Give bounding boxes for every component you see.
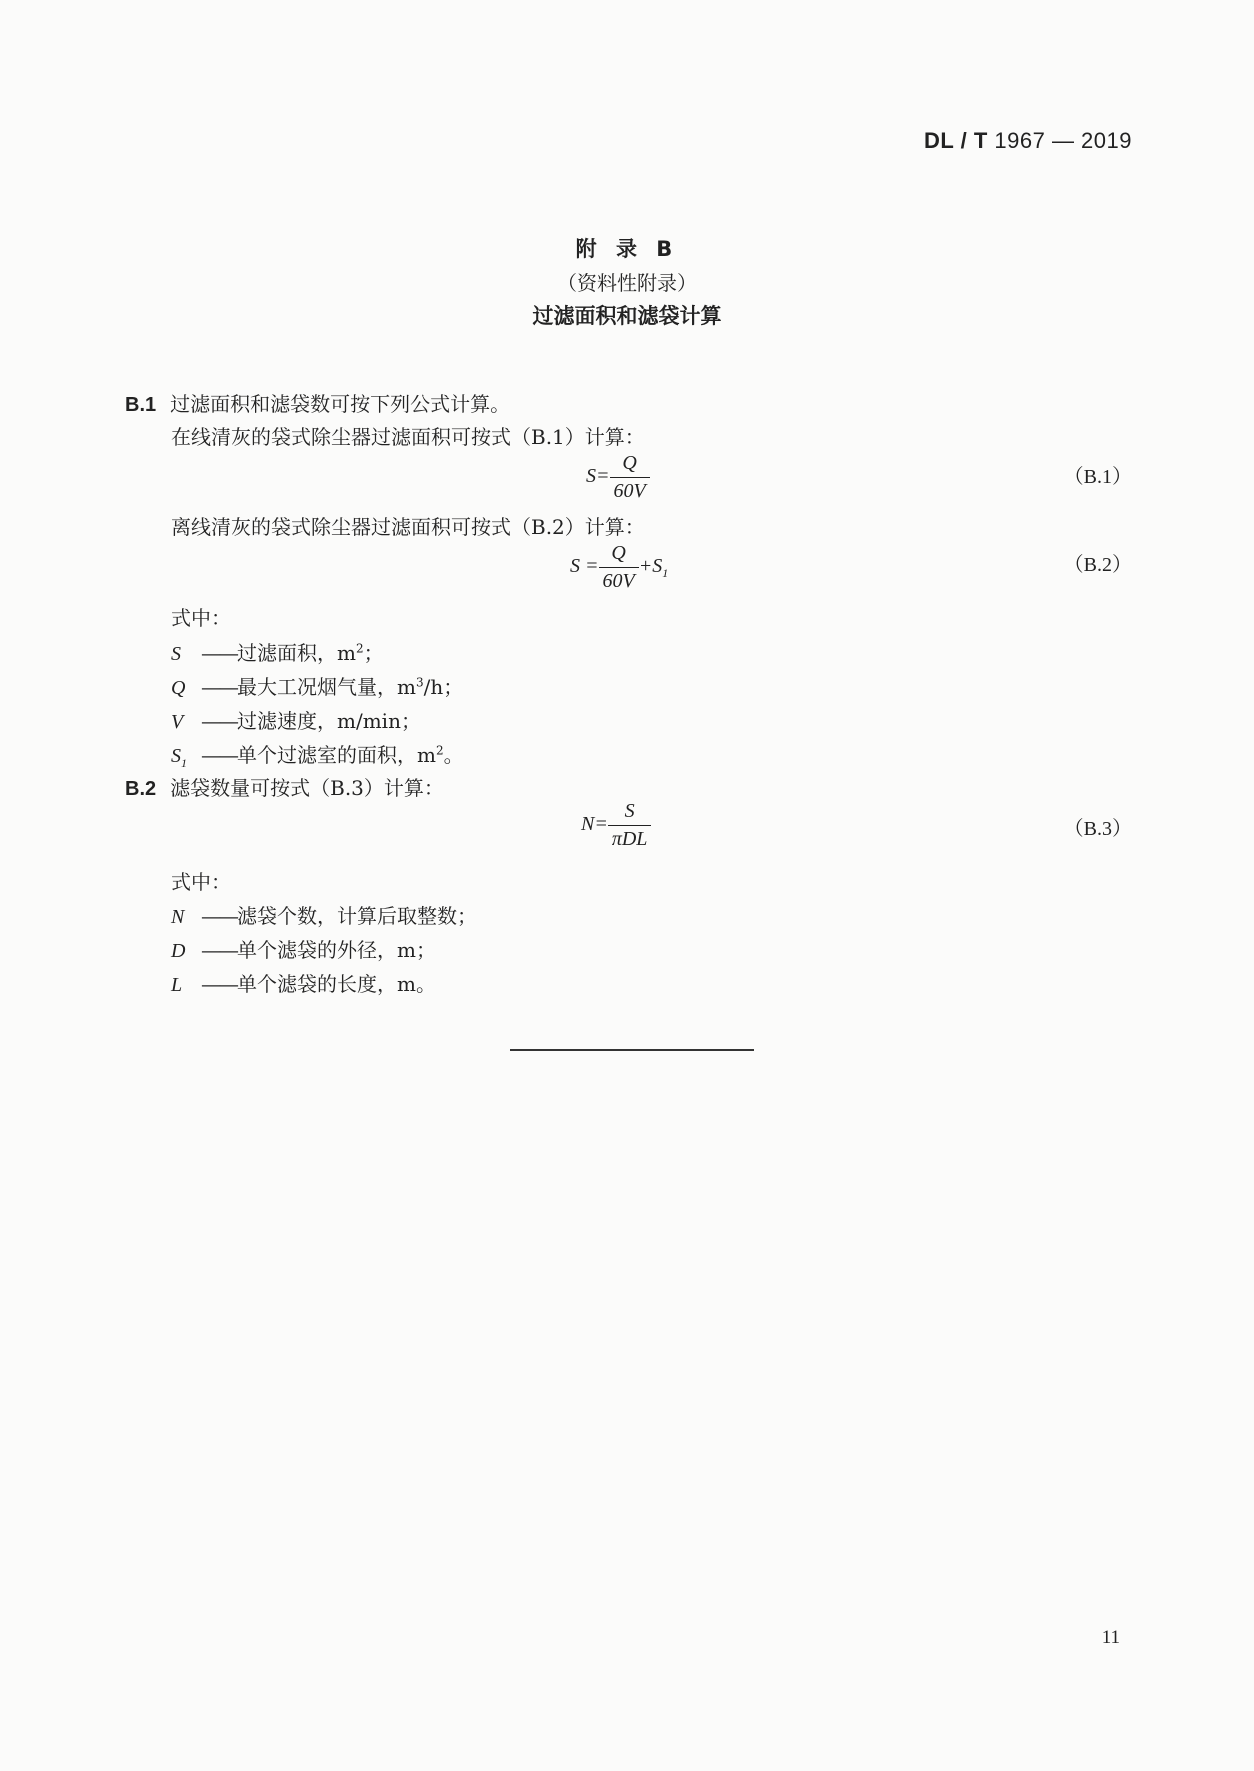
formula-b2-denominator: 60V <box>602 570 635 592</box>
equation-number-b2: （B.2） <box>1063 554 1132 576</box>
var-row-q <box>171 671 463 700</box>
var-superscript: 3 <box>415 675 424 690</box>
var-dash: —— <box>201 904 237 928</box>
formula-b3-denominator: πDL <box>611 828 648 850</box>
var-symbol: Q <box>171 677 186 699</box>
clause-b1 <box>125 388 510 417</box>
online-intro: 在线清灰的袋式除尘器过滤面积可按式（B.1）计算： <box>171 425 645 449</box>
var-dash: —— <box>201 743 237 767</box>
var-dash: —— <box>201 972 237 996</box>
var-description: 过滤面积，m <box>237 641 356 665</box>
var-end: ； <box>363 641 384 665</box>
formula-b2-lhs: S = <box>570 555 599 578</box>
var-dash: —— <box>201 641 237 665</box>
end-rule <box>510 1049 754 1051</box>
var-description: 单个过滤室的面积，m <box>237 743 436 767</box>
offline-intro: 离线清灰的袋式除尘器过滤面积可按式（B.2）计算： <box>171 515 645 539</box>
formula-b1-numerator: Q <box>610 452 650 478</box>
var-superscript: 2 <box>435 743 444 758</box>
var-description: 单个滤袋的长度，m。 <box>237 972 436 996</box>
var-row-s1 <box>171 739 464 771</box>
var-description: 最大工况烟气量，m <box>237 675 416 699</box>
var-symbol: S <box>171 643 181 665</box>
equation-number-b3: （B.3） <box>1063 818 1132 840</box>
formula-b2-subscript: 1 <box>662 566 669 581</box>
var-dash: —— <box>201 938 237 962</box>
page-number: 11 <box>1101 1627 1120 1648</box>
where-label-1: 式中： <box>171 606 231 630</box>
standard-code-number: 1967 — 2019 <box>994 128 1132 153</box>
formula-b1-fraction <box>610 452 650 503</box>
standard-code <box>924 128 1132 154</box>
var-row-n <box>171 900 477 929</box>
appendix-title: 过滤面积和滤袋计算 <box>532 304 722 328</box>
formula-b3-fraction <box>608 800 652 851</box>
var-symbol: D <box>171 940 186 962</box>
var-description: 单个滤袋的外径，m； <box>237 938 436 962</box>
var-superscript: 2 <box>355 641 364 656</box>
clause-b2 <box>125 772 444 801</box>
var-symbol: V <box>171 711 184 733</box>
formula-b3-numerator: S <box>608 800 652 826</box>
var-symbol: N <box>171 906 185 928</box>
var-subscript: 1 <box>181 756 187 770</box>
equation-number-b1: （B.1） <box>1063 466 1132 488</box>
formula-b3-lhs: N= <box>581 813 608 836</box>
var-row-d <box>171 934 436 963</box>
var-row-s <box>171 637 384 666</box>
standard-code-prefix: DL / T <box>924 128 988 153</box>
var-description: 过滤速度，m/min； <box>237 709 421 733</box>
clause-b2-number: B.2 <box>125 778 157 800</box>
var-dash: —— <box>201 675 237 699</box>
var-description: 滤袋个数，计算后取整数； <box>237 904 477 928</box>
var-row-v <box>171 705 421 734</box>
where-label-2: 式中： <box>171 870 231 894</box>
formula-b1-denominator: 60V <box>613 480 646 502</box>
formula-b2-fraction <box>599 542 639 593</box>
clause-b2-text: 滤袋数量可按式（B.3）计算： <box>170 776 444 800</box>
formula-b3 <box>581 800 651 851</box>
formula-b2-plus: +S <box>638 555 663 578</box>
appendix-label: 附 录 B <box>575 237 679 261</box>
var-row-l <box>171 968 436 997</box>
var-end: /h； <box>423 675 464 699</box>
var-symbol: $S_1$ <box>171 745 187 770</box>
var-end: 。 <box>443 743 464 767</box>
clause-b1-text: 过滤面积和滤袋数可按下列公式计算。 <box>170 392 511 416</box>
formula-b2 <box>570 542 668 593</box>
formula-b1 <box>586 452 650 503</box>
clause-b1-number: B.1 <box>125 394 157 416</box>
var-symbol: L <box>171 974 183 996</box>
appendix-type: （资料性附录） <box>557 271 697 295</box>
formula-b1-lhs: S= <box>586 465 610 488</box>
var-dash: —— <box>201 709 237 733</box>
formula-b2-numerator: Q <box>599 542 639 568</box>
